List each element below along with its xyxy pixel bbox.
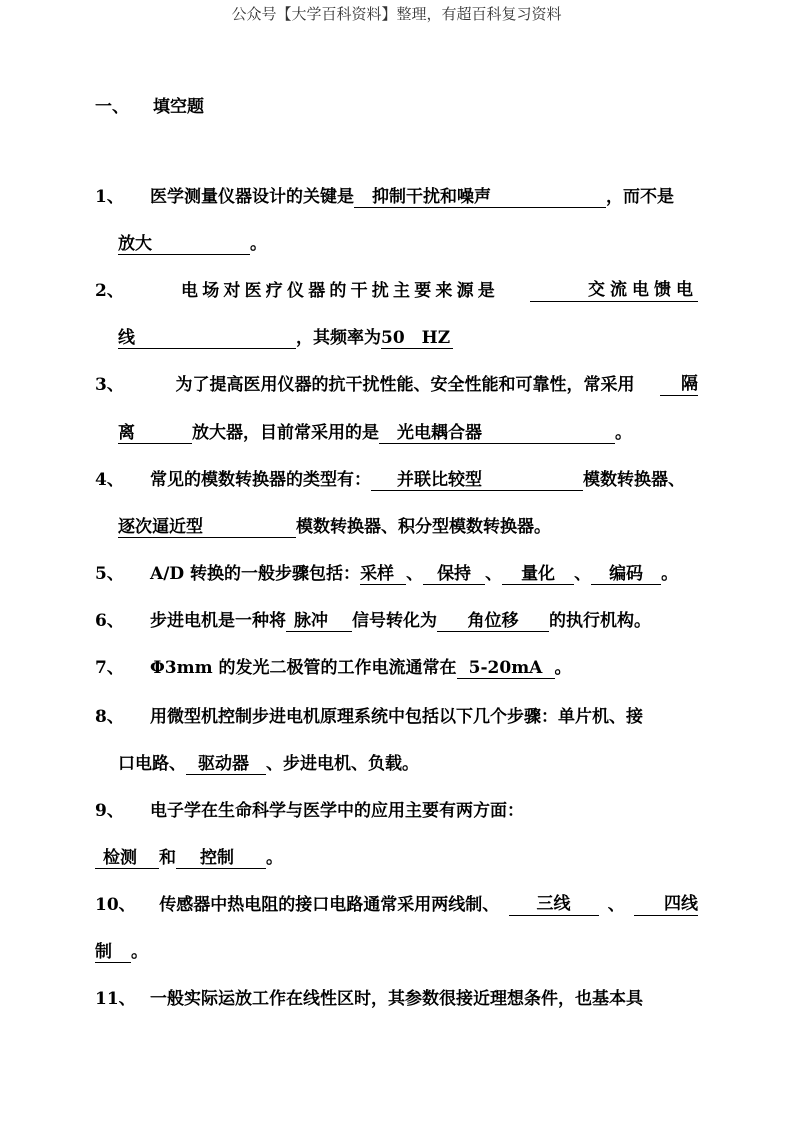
answer-blank-continued: 离: [118, 423, 192, 444]
answer-blank: 编码: [591, 564, 661, 585]
question-6: 6、 步进电机是一种将 脉冲 信号转化为 角位移 的执行机构。: [95, 611, 651, 631]
answer-blank: 保持: [423, 564, 485, 585]
answer-blank: 驱动器: [186, 754, 266, 775]
question-number: 3、: [95, 375, 124, 395]
answer-blank: 并联比较型: [371, 470, 583, 491]
answer-blank-continued: 线: [118, 328, 296, 349]
answer-blank: 检测: [95, 848, 159, 869]
section-number: 一、: [95, 97, 129, 117]
question-number: 4、: [95, 470, 124, 490]
question-8-line-2: 口电路、 驱动器 、步进电机、负载。: [118, 754, 419, 774]
question-2-line-2: 线 ，其频率为50 HZ: [118, 327, 698, 349]
answer-blank: 三线: [509, 894, 599, 916]
question-4-line-1: 4、 常见的模数转换器的类型有： 并联比较型 模数转换器、: [95, 470, 685, 490]
page-header: 公众号【大学百科资料】整理，有超百科复习资料: [231, 5, 562, 23]
answer-blank: 角位移: [437, 611, 549, 632]
answer-blank: 隔: [660, 374, 698, 396]
question-number: 8、: [95, 707, 124, 727]
question-1-line-1: 1、 医学测量仪器设计的关键是 抑制干扰和噪声 ，而不是: [95, 187, 674, 207]
answer-blank: 采样: [360, 564, 406, 585]
answer-blank: 5-20mA: [457, 658, 555, 679]
question-11: 11、 一般实际运放工作在线性区时，其参数很接近理想条件，也基本具: [95, 989, 643, 1009]
section-title: [95, 92, 204, 117]
question-9-line-2: 检测 和 控制 。: [95, 847, 698, 869]
question-number: 5、: [95, 564, 124, 584]
question-3-line-2: 离 放大器，目前常采用的是 光电耦合器 。: [118, 423, 632, 443]
answer-blank: 光电耦合器: [379, 423, 615, 444]
answer-blank: 抑制干扰和噪声: [354, 187, 606, 208]
answer-blank: 交流电馈电: [530, 280, 698, 302]
answer-blank: 量化: [502, 564, 574, 585]
answer-blank-continued: 制: [95, 942, 131, 963]
question-3-line-1: 3、 为了提高医用仪器的抗干扰性能、安全性能和可靠性，常采用 隔: [95, 374, 698, 395]
answer-blank: 放大: [118, 234, 250, 255]
question-number: 10、: [95, 895, 136, 915]
question-4-line-2: 逐次逼近型 模数转换器、积分型模数转换器。: [118, 517, 551, 537]
answer-blank: 四线: [634, 894, 698, 916]
question-9-line-1: 9、 电子学在生命科学与医学中的应用主要有两方面：: [95, 801, 524, 821]
answer-blank: 逐次逼近型: [118, 517, 296, 538]
question-number: 1、: [95, 187, 124, 207]
question-number: 9、: [95, 801, 124, 821]
answer-blank: 脉冲: [286, 611, 352, 632]
question-5: 5、 A/D 转换的一般步骤包括：采样 、 保持 、 量化 、 编码 。: [95, 564, 679, 584]
answer-blank: 控制: [176, 848, 266, 869]
question-1-line-2: 放大 。: [118, 234, 267, 254]
question-number: 2、: [95, 281, 124, 301]
question-10-line-1: 10、 传感器中热电阻的接口电路通常采用两线制、 三线 、 四线: [95, 894, 698, 915]
question-2-line-1: 2、 电场对医疗仪器的干扰主要来源是 交流电馈电: [95, 280, 698, 301]
question-number: 6、: [95, 611, 124, 631]
question-number: 7、: [95, 658, 124, 678]
question-10-line-2: 制 。: [95, 942, 148, 962]
question-7: 7、 Φ3mm 的发光二极管的工作电流通常在 5-20mA 。: [95, 658, 572, 678]
section-title-text: 填空题: [153, 97, 204, 117]
answer-blank: 50 HZ: [381, 328, 453, 349]
question-number: 11、: [95, 989, 136, 1009]
question-8-line-1: 8、 用微型机控制步进电机原理系统中包括以下几个步骤：单片机、接: [95, 707, 643, 727]
